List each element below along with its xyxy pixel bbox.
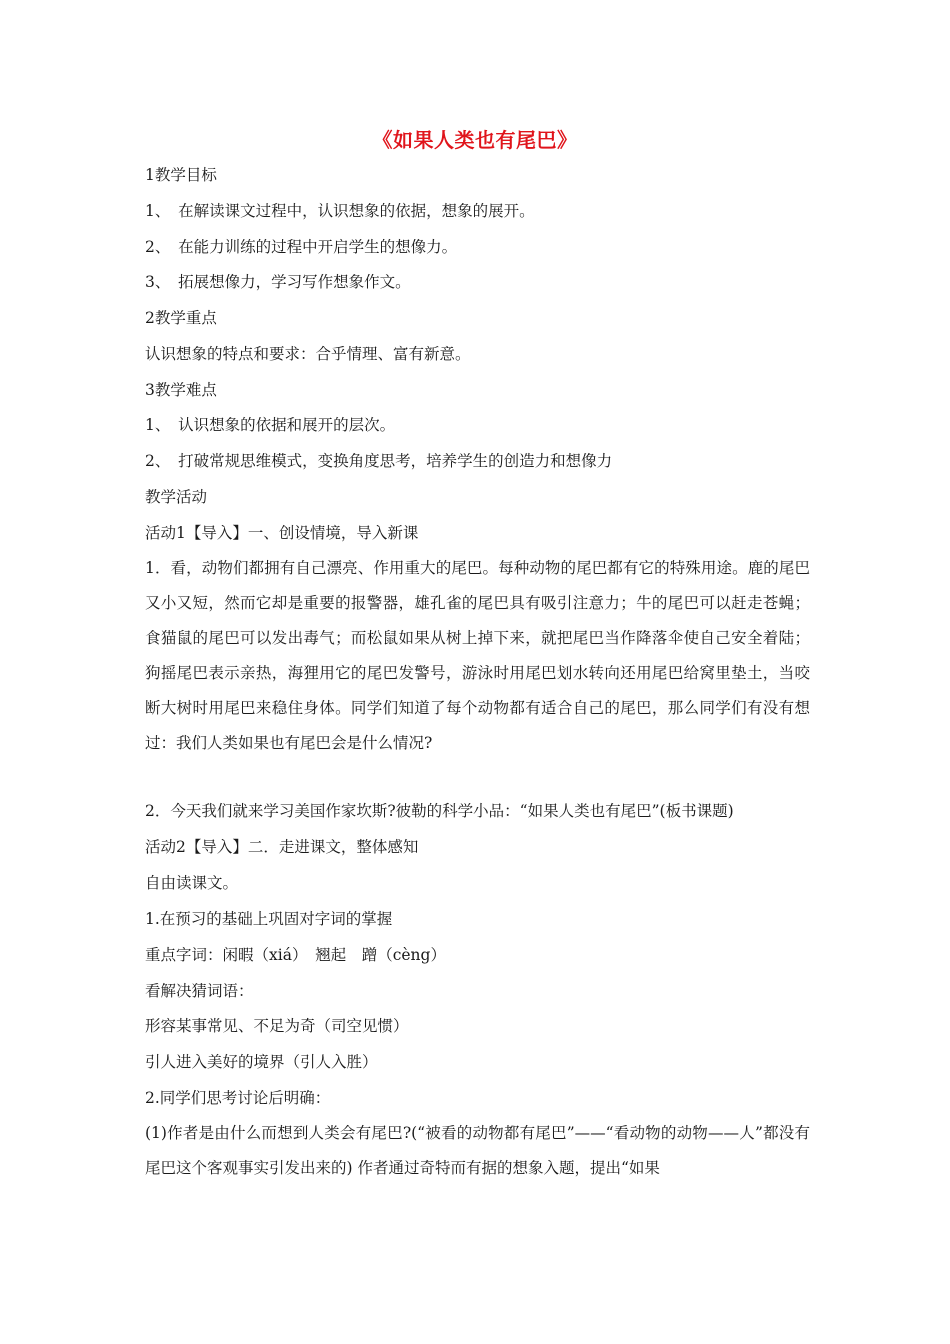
goal-item-3: 3、 拓展想像力，学习写作想象作文。	[145, 273, 411, 291]
vocab-heading: 1.在预习的基础上巩固对字词的掌握	[145, 910, 393, 928]
difficulty-item-2: 2、 打破常规思维模式，变换角度思考，培养学生的创造力和想像力	[145, 452, 613, 470]
goal-item-1: 1、 在解读课文过程中，认识想象的依据，想象的展开。	[145, 202, 535, 220]
guess-words-heading: 看解决猜词语：	[145, 982, 254, 1000]
idiom-1: 形容某事常见、不足为奇（司空见惯）	[145, 1017, 409, 1035]
section-heading-goals: 1教学目标	[145, 166, 217, 184]
difficulty-item-1: 1、 认识想象的依据和展开的层次。	[145, 416, 396, 434]
discussion-heading: 2.同学们思考讨论后明确：	[145, 1089, 331, 1107]
free-reading-text: 自由读课文。	[145, 874, 239, 892]
intro-line-2: 2．今天我们就来学习美国作家坎斯?彼勒的科学小品：“如果人类也有尾巴”(板书课题)	[145, 802, 734, 820]
activity-2-heading: 活动2【导入】二．走进课文，整体感知	[145, 838, 419, 856]
idiom-2: 引人进入美好的境界（引人入胜）	[145, 1053, 378, 1071]
discussion-paragraph: (1)作者是由什么而想到人类会有尾巴?(“被看的动物都有尾巴”——“看动物的动物——人”都没有尾巴这个客观事实引发出来的) 作者通过奇特而有据的想象入题，提出“如果	[145, 1124, 810, 1177]
activity-1-heading: 活动1【导入】一、创设情境，导入新课	[145, 524, 419, 542]
section-heading-difficulty: 3教学难点	[145, 381, 217, 399]
section-heading-focus: 2教学重点	[145, 309, 217, 327]
intro-paragraph: 1．看，动物们都拥有自己漂亮、作用重大的尾巴。每种动物的尾巴都有它的特殊用途。鹿的尾巴又小又短，然而它却是重要的报警器，雄孔雀的尾巴具有吸引注意力；牛的尾巴可以赶走苍蝇；食猫鼠的尾巴可以发出毒气；而松鼠如果从树上掉下来，就把尾巴当作降落伞使自己安全着陆；狗摇尾巴表示亲热，海狸用它的尾巴发警号，游泳时用尾巴划水转向还用尾巴给窝里垫土，当咬断大树时用尾巴来稳住身体。同学们知道了每个动物都有适合自己的尾巴，那么同学们有没有想过：我们人类如果也有尾巴会是什么情况?	[145, 559, 810, 752]
section-heading-activities: 教学活动	[145, 488, 208, 506]
key-words: 重点字词：闲暇（xiá） 翘起 蹭（cèng）	[145, 946, 446, 964]
goal-item-2: 2、 在能力训练的过程中开启学生的想像力。	[145, 238, 458, 256]
document-title: 《如果人类也有尾巴》	[372, 128, 578, 152]
focus-text: 认识想象的特点和要求：合乎情理、富有新意。	[145, 345, 471, 363]
